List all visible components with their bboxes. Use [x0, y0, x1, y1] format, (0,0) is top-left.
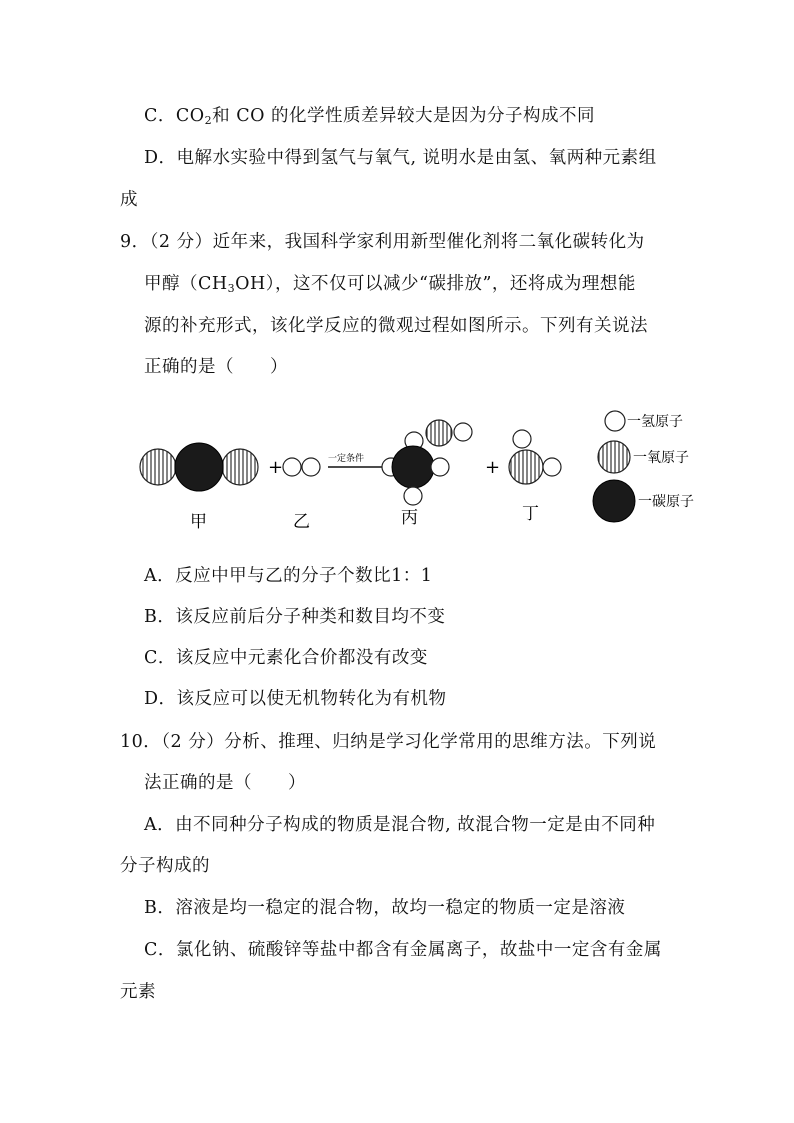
q9-option-a: A．反应中甲与乙的分子个数比1：1	[144, 566, 433, 586]
q10-option-b: B．溶液是均一稳定的混合物，故均一稳定的物质一定是溶液	[144, 898, 626, 918]
reaction-condition: 一定条件	[328, 454, 365, 464]
legend	[593, 411, 694, 522]
q10-option-a-line2: 分子构成的	[120, 856, 210, 876]
hydrogen-atom	[513, 430, 531, 448]
label-bing: 丙	[401, 508, 418, 528]
oxygen-atom	[509, 450, 543, 484]
q9-option-b: B．该反应前后分子种类和数目均不变	[144, 607, 446, 627]
legend-carbon-icon	[593, 480, 635, 522]
oxygen-atom	[140, 449, 176, 485]
q8-option-d-line1: D．电解水实验中得到氢气与氧气, 说明水是由氢、氧两种元素组	[144, 148, 657, 168]
q9-stem-line2-subscript: 3	[227, 282, 236, 295]
q8-option-c-subscript: 2	[204, 114, 213, 127]
hydrogen-atom	[543, 458, 561, 476]
q9-stem-line4: 正确的是（ ）	[144, 357, 288, 377]
label-ding: 丁	[522, 504, 539, 524]
q9-option-c: C．该反应中元素化合价都没有改变	[144, 648, 428, 668]
q8-option-c-suffix: 和 CO 的化学性质差异较大是因为分子构成不同	[212, 106, 596, 126]
hydrogen-atom	[431, 458, 449, 476]
q9-stem-line2	[144, 272, 636, 301]
oxygen-atom	[222, 449, 258, 485]
q9-stem-line2-prefix: 甲醇（CH	[144, 274, 228, 294]
plus-sign: +	[268, 457, 284, 478]
q10-option-a-line1: A．由不同种分子构成的物质是混合物, 故混合物一定是由不同种	[144, 815, 656, 835]
q10-stem-line2: 法正确的是（ ）	[144, 773, 306, 793]
hydrogen-atom	[302, 458, 320, 476]
hydrogen-atom	[454, 423, 472, 441]
q9-stem-line1: 9．（2 分）近年来，我国科学家利用新型催化剂将二氧化碳转化为	[120, 232, 645, 252]
oxygen-atom	[426, 420, 452, 446]
molecule-ding-h2o	[509, 430, 561, 484]
molecule-yi-h2	[283, 458, 320, 476]
legend-hydrogen-label: 一氢原子	[627, 414, 683, 430]
plus-sign: +	[485, 457, 501, 478]
carbon-atom	[175, 443, 223, 491]
hydrogen-atom	[283, 458, 301, 476]
molecule-jia-co2	[140, 443, 258, 491]
q8-option-d-line2: 成	[120, 190, 138, 210]
legend-carbon-label: 一碳原子	[638, 494, 694, 510]
reaction-diagram	[130, 395, 720, 555]
carbon-atom	[392, 446, 434, 488]
label-yi: 乙	[293, 512, 310, 532]
q10-stem-line1: 10．（2 分）分析、推理、归纳是学习化学常用的思维方法。下列说	[120, 732, 657, 752]
q9-stem-line3: 源的补充形式，该化学反应的微观过程如图所示。下列有关说法	[144, 316, 648, 336]
legend-hydrogen-icon	[605, 411, 625, 431]
molecule-bing-ch3oh	[382, 420, 472, 505]
label-jia: 甲	[190, 512, 207, 532]
q10-option-c-line2: 元素	[120, 982, 156, 1002]
q8-option-c	[144, 104, 595, 133]
hydrogen-atom	[404, 487, 422, 505]
q9-stem-line2-suffix: OH），这不仅可以减少“碳排放”，还将成为理想能	[235, 274, 636, 294]
q10-option-c-line1: C．氯化钠、硫酸锌等盐中都含有金属离子，故盐中一定含有金属	[144, 940, 662, 960]
q8-option-c-prefix: C．CO	[144, 106, 205, 126]
legend-oxygen-label: 一氧原子	[633, 450, 689, 466]
legend-oxygen-icon	[598, 441, 630, 473]
q9-option-d: D．该反应可以使无机物转化为有机物	[144, 689, 447, 709]
